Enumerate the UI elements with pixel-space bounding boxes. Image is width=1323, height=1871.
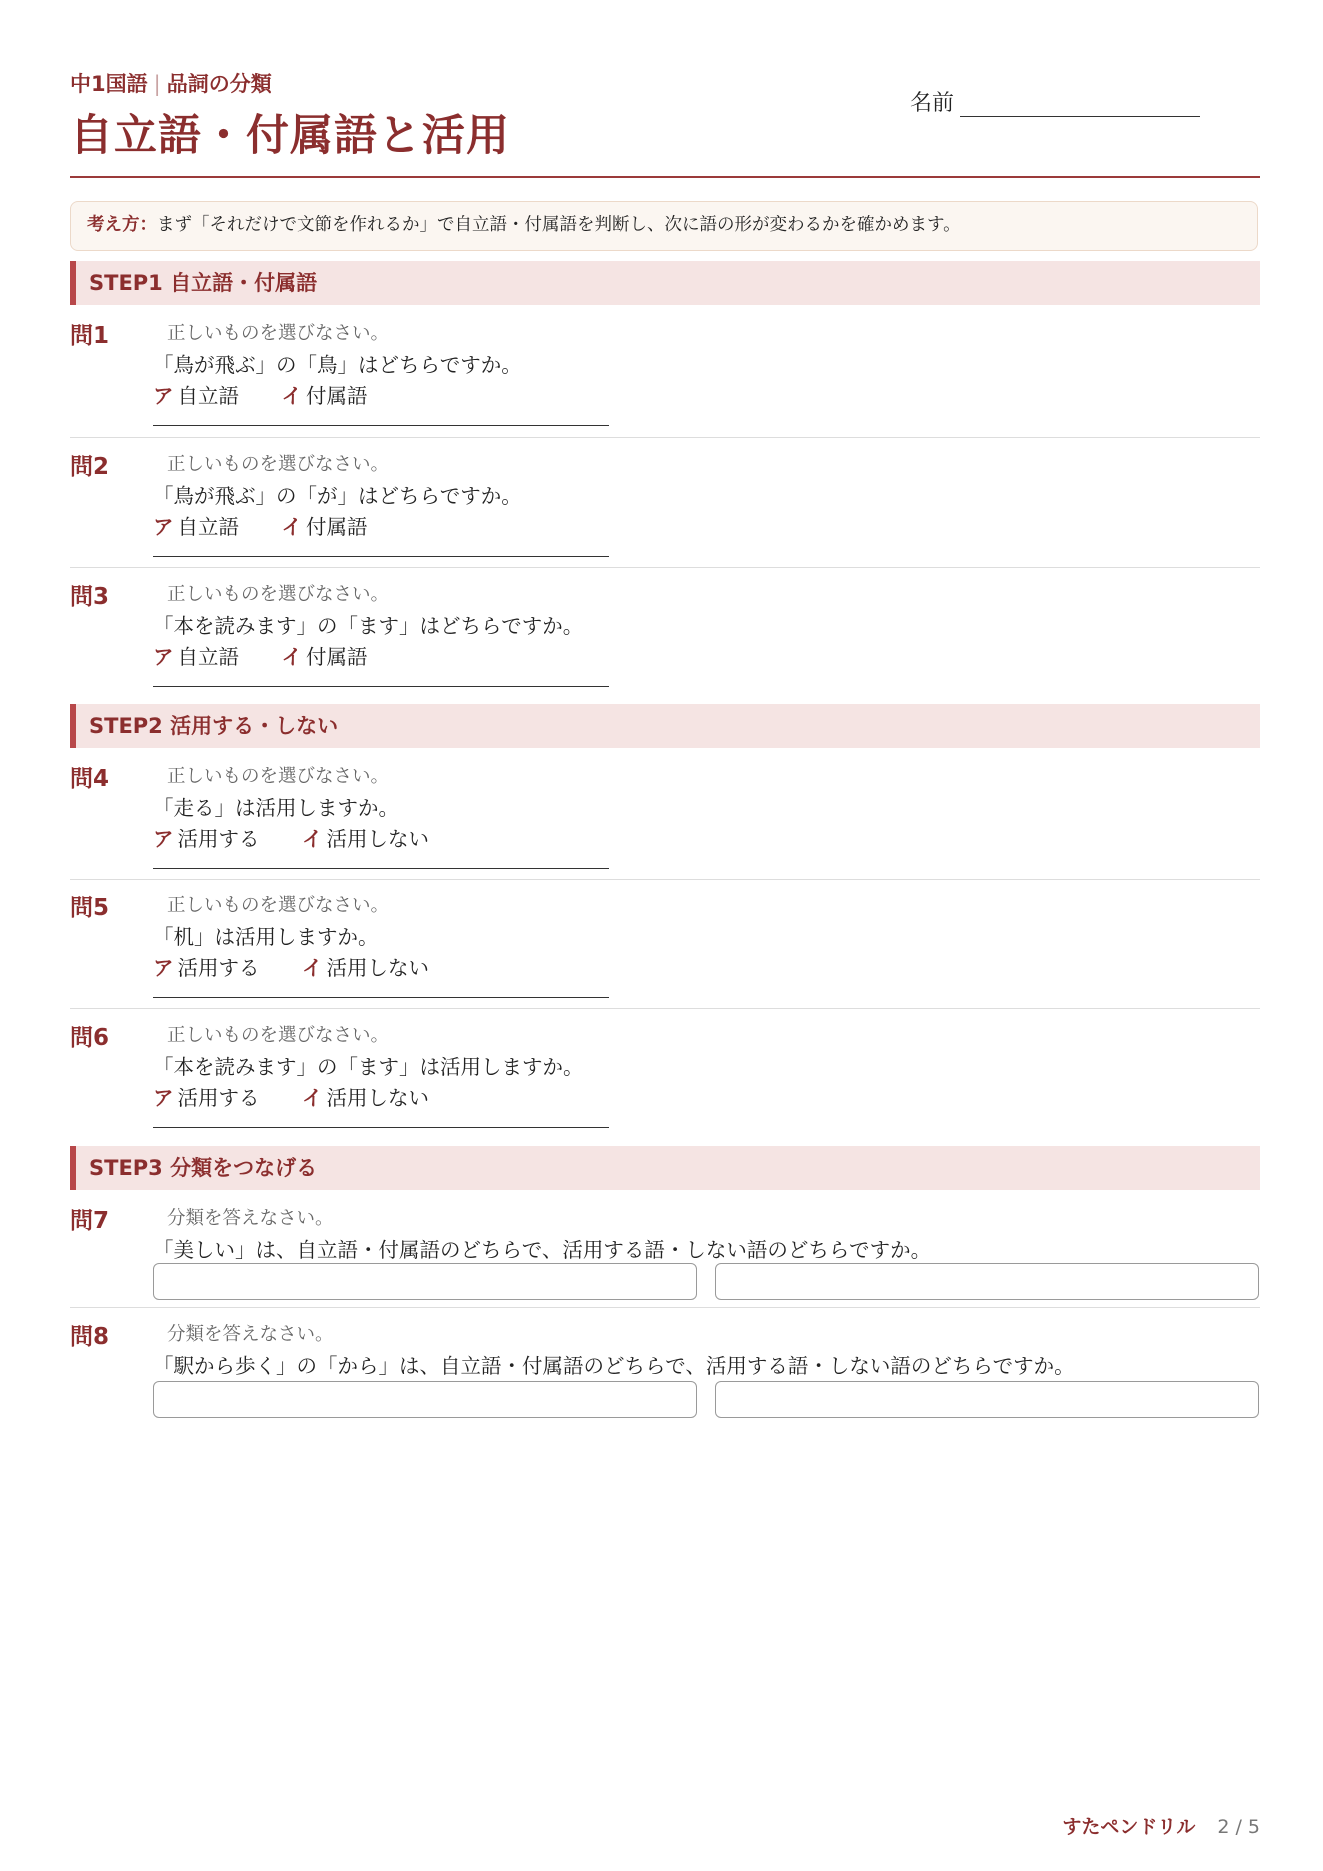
choice-label: 付属語	[306, 515, 368, 539]
choice-mark: ア	[153, 384, 174, 408]
question-number: 問8	[70, 1324, 110, 1350]
question-text: 「本を読みます」の「ます」はどちらですか。	[153, 614, 584, 638]
hint-box	[70, 201, 1258, 251]
divider	[70, 437, 1260, 438]
brand-label: すたペンドリル	[1062, 1816, 1196, 1838]
question-text: 「美しい」は、自立語・付属語のどちらで、活用する語・しない語のどちらですか。	[153, 1238, 932, 1262]
subject-separator: |	[153, 72, 161, 96]
choice-mark: イ	[281, 645, 303, 669]
subject-line	[70, 68, 272, 98]
choice-mark: イ	[281, 515, 303, 539]
choice-label: 活用する	[177, 956, 260, 980]
question-number: 問6	[70, 1025, 110, 1051]
footer	[1062, 1812, 1260, 1839]
choice-i[interactable]	[282, 640, 368, 670]
answer-line[interactable]	[153, 556, 609, 557]
question-text: 「机」は活用しますか。	[153, 925, 379, 949]
divider	[70, 1307, 1260, 1308]
question-number: 問2	[70, 454, 110, 480]
page-title: 自立語・付属語と活用	[70, 111, 510, 161]
choice-a[interactable]	[153, 1081, 260, 1111]
topic-label: 品詞の分類	[166, 72, 272, 96]
question-text: 「鳥が飛ぶ」の「鳥」はどちらですか。	[153, 353, 522, 377]
choice-mark: ア	[153, 515, 174, 539]
choice-i[interactable]	[302, 822, 429, 852]
question-instruction: 分類を答えなさい。	[167, 1208, 334, 1229]
choice-label: 付属語	[306, 645, 368, 669]
question-instruction: 正しいものを選びなさい。	[167, 1025, 390, 1046]
name-area	[910, 86, 1200, 117]
name-field[interactable]	[960, 88, 1200, 117]
question-instruction: 正しいものを選びなさい。	[167, 323, 390, 344]
choice-mark: イ	[281, 384, 303, 408]
question-text: 「走る」は活用しますか。	[153, 796, 399, 820]
hint-text: まず「それだけで文節を作れるか」で自立語・付属語を判断し、次に語の形が変わるかを確かめます。	[157, 215, 961, 235]
choice-i[interactable]	[302, 1081, 429, 1111]
question-text: 「鳥が飛ぶ」の「が」はどちらですか。	[153, 484, 522, 508]
choices	[153, 822, 465, 852]
divider	[70, 1008, 1260, 1009]
answer-line[interactable]	[153, 997, 609, 998]
step-header-1: STEP1 自立語・付属語	[70, 261, 1260, 305]
choice-mark: ア	[153, 827, 174, 851]
choice-a[interactable]	[153, 510, 239, 540]
answer-line[interactable]	[153, 686, 609, 687]
answer-box-independence[interactable]	[153, 1381, 697, 1418]
choice-mark: イ	[302, 1086, 323, 1110]
question-text: 「駅から歩く」の「から」は、自立語・付属語のどちらで、活用する語・しない語のどちらですか。	[153, 1354, 1075, 1378]
choice-label: 付属語	[306, 384, 368, 408]
question-number: 問5	[70, 895, 110, 921]
choice-a[interactable]	[153, 379, 239, 409]
question-number: 問7	[70, 1208, 110, 1234]
choice-i[interactable]	[282, 379, 368, 409]
question-instruction: 正しいものを選びなさい。	[167, 766, 390, 787]
choice-label: 活用する	[177, 827, 260, 851]
choice-a[interactable]	[153, 822, 260, 852]
question-instruction: 分類を答えなさい。	[167, 1324, 334, 1345]
choices	[153, 951, 465, 981]
choices	[153, 379, 404, 409]
choice-label: 自立語	[177, 384, 239, 408]
choice-mark: ア	[153, 956, 174, 980]
choice-mark: イ	[302, 956, 323, 980]
question-instruction: 正しいものを選びなさい。	[167, 584, 390, 605]
subject-label: 中1国語	[70, 72, 148, 96]
choice-i[interactable]	[282, 510, 368, 540]
answer-line[interactable]	[153, 425, 609, 426]
choice-label: 活用しない	[326, 956, 430, 980]
question-number: 問4	[70, 766, 110, 792]
worksheet-page	[70, 0, 1260, 1378]
name-label: 名前	[910, 91, 955, 116]
choices	[153, 1081, 465, 1111]
header-rule	[70, 176, 1260, 178]
question-number: 問1	[70, 323, 110, 349]
question-instruction: 正しいものを選びなさい。	[167, 895, 390, 916]
choice-mark: ア	[153, 645, 174, 669]
choices	[153, 510, 404, 540]
choice-label: 自立語	[177, 515, 239, 539]
choice-i[interactable]	[302, 951, 429, 981]
answer-line[interactable]	[153, 868, 609, 869]
choice-mark: イ	[302, 827, 323, 851]
divider	[70, 879, 1260, 880]
hint-label: 考え方：	[87, 215, 157, 235]
divider	[70, 567, 1260, 568]
question-instruction: 正しいものを選びなさい。	[167, 454, 390, 475]
answer-box-conjugation[interactable]	[715, 1263, 1259, 1300]
step-header-2: STEP2 活用する・しない	[70, 704, 1260, 748]
question-text: 「本を読みます」の「ます」は活用しますか。	[153, 1055, 584, 1079]
page-number: 2 / 5	[1217, 1816, 1260, 1838]
choice-a[interactable]	[153, 951, 260, 981]
header	[70, 0, 1260, 178]
step-header-3: STEP3 分類をつなげる	[70, 1146, 1260, 1190]
choice-label: 自立語	[177, 645, 239, 669]
choice-label: 活用しない	[326, 1086, 430, 1110]
choice-label: 活用しない	[326, 827, 430, 851]
choices	[153, 640, 404, 670]
answer-box-conjugation[interactable]	[715, 1381, 1259, 1418]
answer-box-independence[interactable]	[153, 1263, 697, 1300]
question-number: 問3	[70, 584, 110, 610]
answer-line[interactable]	[153, 1127, 609, 1128]
choice-label: 活用する	[177, 1086, 260, 1110]
choice-mark: ア	[153, 1086, 174, 1110]
choice-a[interactable]	[153, 640, 239, 670]
